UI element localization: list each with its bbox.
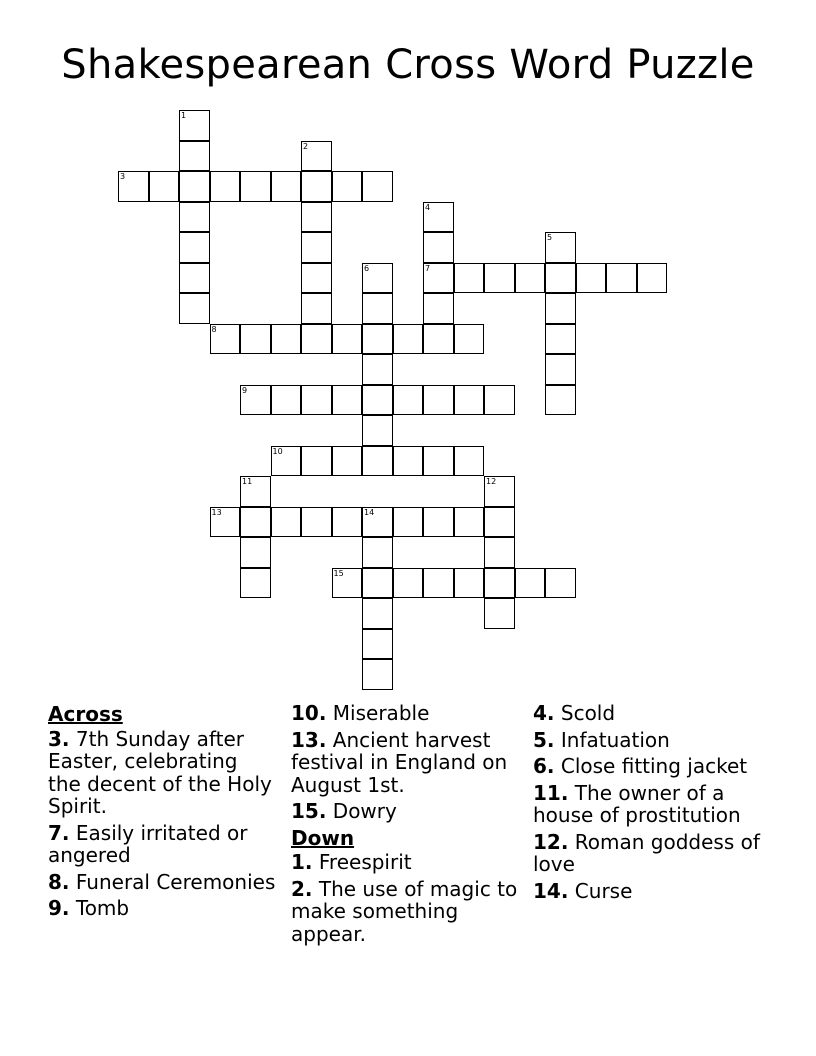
grid-cell[interactable] <box>423 293 454 324</box>
grid-cell[interactable] <box>393 446 424 477</box>
grid-cell[interactable] <box>301 446 332 477</box>
grid-cell[interactable] <box>301 171 332 202</box>
grid-cell[interactable] <box>179 202 210 233</box>
grid-cell[interactable] <box>301 202 332 233</box>
grid-cell[interactable] <box>362 446 393 477</box>
grid-cell[interactable] <box>484 263 515 294</box>
grid-cell[interactable] <box>393 568 424 599</box>
grid-cell[interactable] <box>362 263 393 294</box>
grid-cell[interactable] <box>423 263 454 294</box>
grid-cell[interactable] <box>240 171 271 202</box>
grid-cell[interactable] <box>362 385 393 416</box>
grid-cell[interactable] <box>332 171 363 202</box>
grid-cell[interactable] <box>484 476 515 507</box>
grid-cell[interactable] <box>301 385 332 416</box>
across-clue-8: 8. Funeral Ceremonies <box>48 869 276 894</box>
cell-number: 13 <box>211 507 222 517</box>
grid-cell[interactable] <box>423 507 454 538</box>
grid-cell[interactable] <box>271 385 302 416</box>
grid-cell[interactable] <box>271 446 302 477</box>
clues-column-3 <box>533 702 769 906</box>
cell-number: 2 <box>303 141 309 151</box>
grid-cell[interactable] <box>484 568 515 599</box>
grid-cell[interactable] <box>454 263 485 294</box>
grid-cell[interactable] <box>179 293 210 324</box>
grid-cell[interactable] <box>362 598 393 629</box>
cell-number: 10 <box>272 446 283 456</box>
down-clue-14: 14. Curse <box>533 878 633 903</box>
grid-cell[interactable] <box>301 324 332 355</box>
cell-number: 8 <box>211 324 217 334</box>
cell-number: 5 <box>547 233 553 242</box>
cell-number: 6 <box>364 263 370 273</box>
grid-cell[interactable] <box>179 141 210 172</box>
grid-cell[interactable] <box>362 354 393 385</box>
grid-cell[interactable] <box>301 141 332 172</box>
across-clue-15: 15. Dowry <box>291 799 397 823</box>
down-clue-6: 6. Close fitting jacket <box>533 754 748 778</box>
grid-cell[interactable] <box>362 324 393 355</box>
grid-cell[interactable] <box>545 263 576 294</box>
puzzle-title: Shakespearean Cross Word Puzzle <box>61 42 755 88</box>
grid-cell[interactable] <box>545 324 576 355</box>
grid-cell[interactable] <box>362 507 393 538</box>
grid-cell[interactable] <box>240 568 271 599</box>
grid-cell[interactable] <box>484 598 515 629</box>
grid-cell[interactable] <box>454 446 485 477</box>
grid-cell[interactable] <box>362 568 393 599</box>
grid-cell[interactable] <box>179 171 210 202</box>
grid-cell[interactable] <box>301 507 332 538</box>
grid-cell[interactable] <box>484 537 515 568</box>
cell-number: 7 <box>425 263 431 273</box>
grid-cell[interactable] <box>545 232 576 263</box>
grid-cell[interactable] <box>545 568 576 599</box>
grid-cell[interactable] <box>362 293 393 324</box>
grid-cell[interactable] <box>301 232 332 263</box>
cell-number: 11 <box>242 477 253 486</box>
grid-cell[interactable] <box>484 507 515 538</box>
grid-cell[interactable] <box>454 324 485 355</box>
grid-cell[interactable] <box>606 263 637 294</box>
grid-cell[interactable] <box>393 385 424 416</box>
grid-cell[interactable] <box>393 507 424 538</box>
grid-cell[interactable] <box>423 385 454 416</box>
grid-cell[interactable] <box>423 446 454 477</box>
grid-cell[interactable] <box>393 324 424 355</box>
grid-cell[interactable] <box>210 324 241 355</box>
grid-cell[interactable] <box>576 263 607 294</box>
grid-cell[interactable] <box>332 385 363 416</box>
across-clue-7: 7. Easily irritated or angered <box>48 820 248 867</box>
across-clue-9: 9. Tomb <box>48 896 130 920</box>
grid-cell[interactable] <box>362 171 393 202</box>
grid-cell[interactable] <box>240 324 271 355</box>
grid-cell[interactable] <box>332 507 363 538</box>
clues-column-1 <box>48 702 276 924</box>
grid-cell[interactable] <box>362 629 393 660</box>
grid-cell[interactable] <box>118 171 149 202</box>
grid-cell[interactable] <box>210 171 241 202</box>
grid-cell[interactable] <box>240 537 271 568</box>
grid-cell[interactable] <box>149 171 180 202</box>
grid-cell[interactable] <box>240 476 271 507</box>
grid-cell[interactable] <box>271 324 302 355</box>
grid-cell[interactable] <box>454 568 485 599</box>
cell-number: 9 <box>242 385 248 395</box>
grid-cell[interactable] <box>423 232 454 263</box>
cell-number: 4 <box>425 202 431 212</box>
grid-cell[interactable] <box>332 446 363 477</box>
grid-cell[interactable] <box>545 354 576 385</box>
grid-cell[interactable] <box>179 110 210 141</box>
cell-number: 3 <box>120 172 126 181</box>
down-header: Down <box>291 825 355 850</box>
grid-cell[interactable] <box>179 232 210 263</box>
grid-cell[interactable] <box>301 293 332 324</box>
across-clue-3: 3. 7th Sunday after Easter, celebrating the decent of the Holy Spirit. <box>48 726 272 818</box>
cell-number: 12 <box>486 477 497 486</box>
grid-cell[interactable] <box>271 507 302 538</box>
grid-cell[interactable] <box>332 568 363 599</box>
down-clue-2: 2. The use of magic to make something appear. <box>291 876 518 946</box>
grid-cell[interactable] <box>362 537 393 568</box>
grid-cell[interactable] <box>454 385 485 416</box>
grid-cell[interactable] <box>271 171 302 202</box>
grid-cell[interactable] <box>240 507 271 538</box>
grid-cell[interactable] <box>362 415 393 446</box>
cell-number: 15 <box>333 568 344 578</box>
grid-cell[interactable] <box>423 568 454 599</box>
down-clue-11: 11. The owner of a house of prostitution <box>533 780 741 827</box>
down-clue-1: 1. Freespirit <box>291 850 412 874</box>
down-clue-12: 12. Roman goddess of love <box>533 829 760 876</box>
grid-cell[interactable] <box>454 507 485 538</box>
grid-cell[interactable] <box>210 507 241 538</box>
grid-cell[interactable] <box>179 263 210 294</box>
grid-cell[interactable] <box>515 568 546 599</box>
grid-cell[interactable] <box>362 659 393 690</box>
grid-cell[interactable] <box>332 324 363 355</box>
cell-number: 14 <box>364 507 375 517</box>
cell-number: 1 <box>181 111 187 120</box>
across-clue-13: 13. Ancient harvest festival in England on August 1st. <box>291 727 508 797</box>
grid-cell[interactable] <box>240 385 271 416</box>
grid-cell[interactable] <box>423 324 454 355</box>
grid-cell[interactable] <box>484 385 515 416</box>
down-clue-5: 5. Infatuation <box>533 727 670 752</box>
down-clue-4: 4. Scold <box>533 701 616 725</box>
grid-cell[interactable] <box>637 263 668 294</box>
grid-cell[interactable] <box>301 263 332 294</box>
grid-cell[interactable] <box>545 293 576 324</box>
grid-cell[interactable] <box>515 263 546 294</box>
clues-column-2 <box>291 702 527 949</box>
across-header: Across <box>48 702 123 726</box>
across-clue-10: 10. Miserable <box>291 701 430 725</box>
grid-cell[interactable] <box>545 385 576 416</box>
grid-cell[interactable] <box>423 202 454 233</box>
